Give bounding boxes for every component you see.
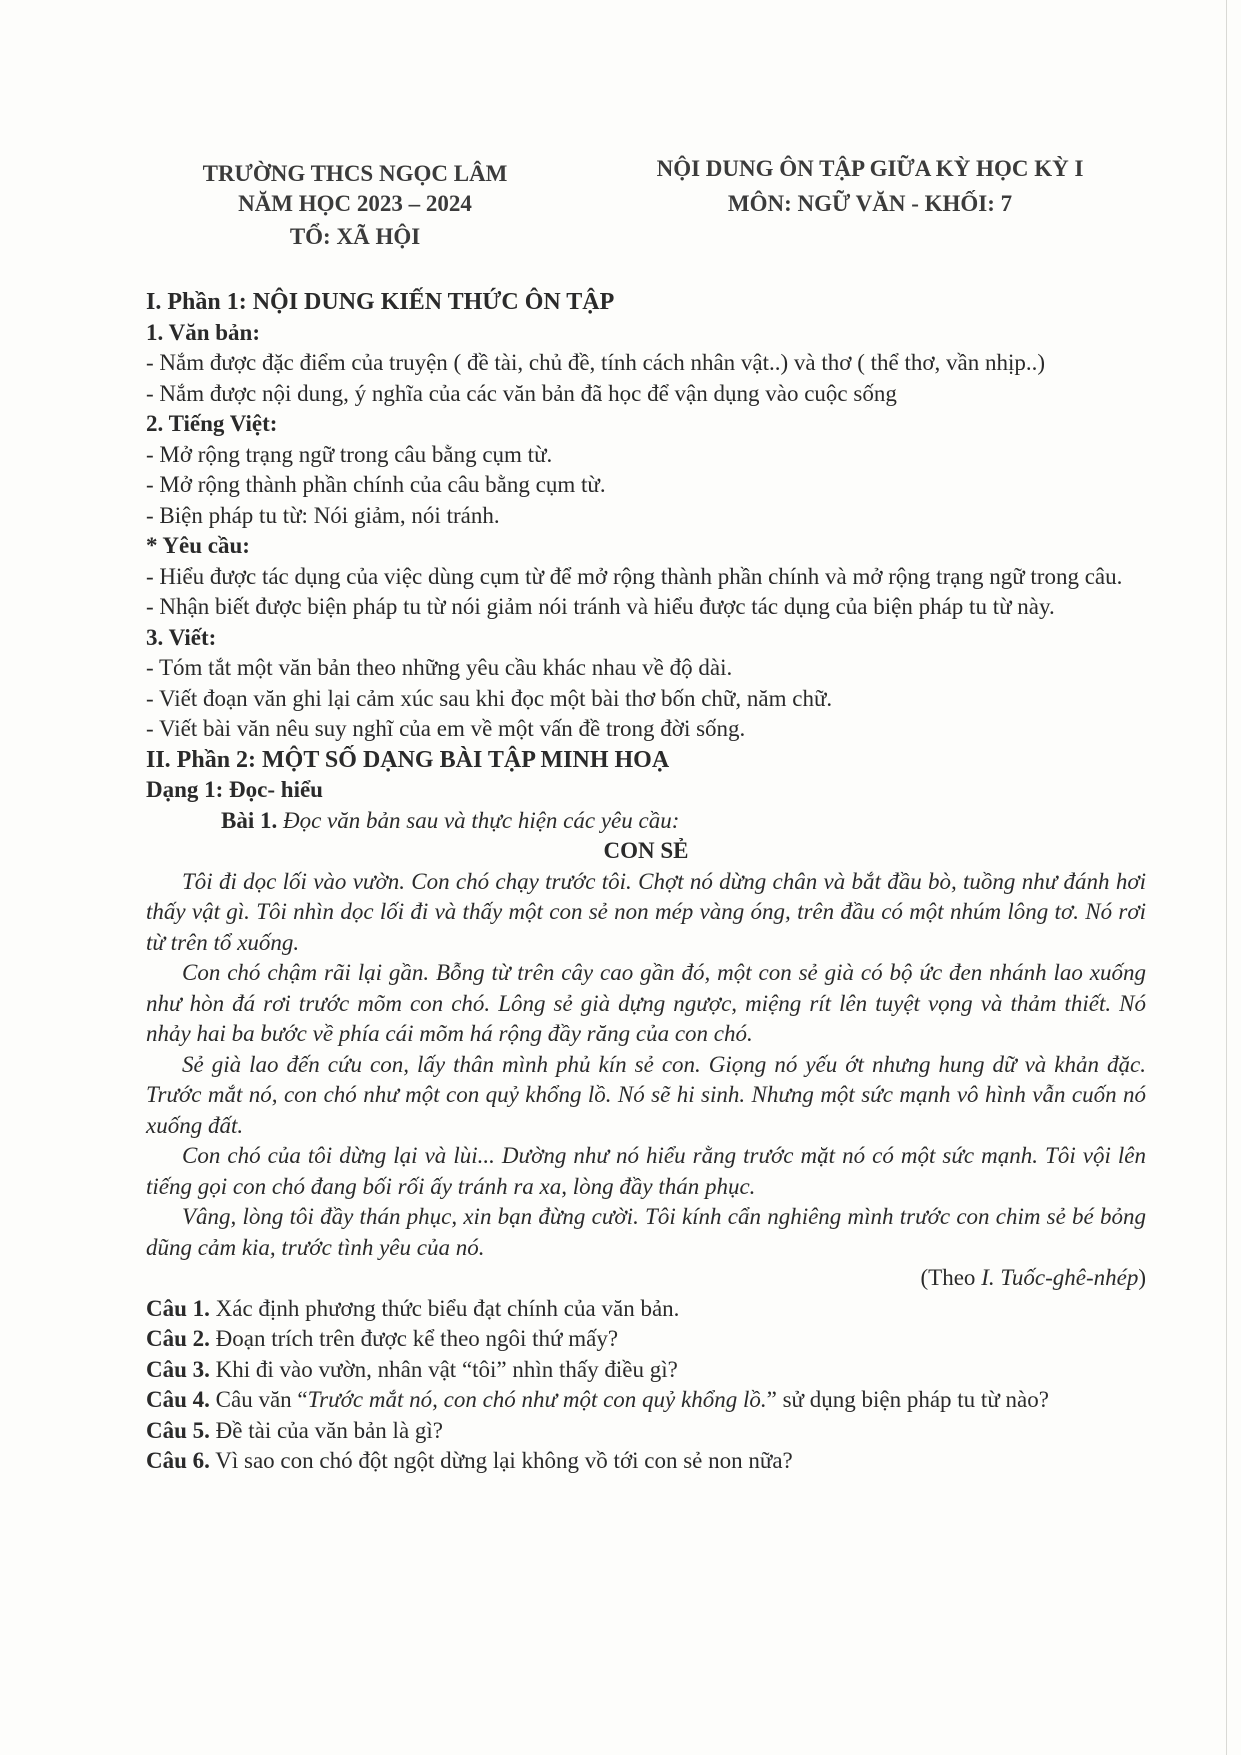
source-suffix: ) — [1138, 1265, 1146, 1290]
question — [146, 1385, 1146, 1416]
section-1-heading: 1. Văn bản: — [146, 319, 260, 345]
document-header — [145, 156, 1145, 270]
question — [146, 1446, 1146, 1477]
story-title: CON SẺ — [603, 838, 689, 863]
question-text: Khi đi vào vườn, nhân vật “tôi” nhìn thấy điều gì? — [209, 1356, 678, 1382]
question — [146, 1294, 1146, 1325]
list-item: - Tóm tắt một văn bản theo những yêu cầu khác nhau về độ dài. — [146, 655, 733, 680]
story-paragraph: Vâng, lòng tôi đầy thán phục, xin bạn đừng cười. Tôi kính cẩn nghiêng mình trước con chim sẻ bé bỏng dũng cảm kia, trước tình yêu của nó. — [146, 1204, 1146, 1260]
question-text: Xác định phương thức biểu đạt chính của văn bản. — [209, 1295, 680, 1321]
exercise-type-heading: Dạng 1: Đọc- hiểu — [146, 777, 323, 802]
question-label: Câu 1. — [146, 1295, 210, 1321]
subject-line: MÔN: NGỮ VĂN - KHỐI: 7 — [727, 191, 1013, 216]
question-label: Câu 5. — [146, 1417, 210, 1443]
part1-heading: I. Phần 1: NỘI DUNG KIẾN THỨC ÔN TẬP — [146, 289, 615, 315]
document-title: NỘI DUNG ÔN TẬP GIỮA KỲ HỌC KỲ I — [656, 156, 1084, 181]
question-text: ” sử dụng biện pháp tu từ nào? — [766, 1387, 1049, 1412]
question-quote: Trước mắt nó, con chó như một con quỷ khổng lồ. — [307, 1387, 767, 1412]
section-3-heading: 3. Viết: — [146, 624, 217, 650]
question-label: Câu 3. — [146, 1356, 210, 1382]
question — [146, 1416, 1146, 1447]
section-2-heading: 2. Tiếng Việt: — [146, 411, 278, 436]
list-item: - Hiểu được tác dụng của việc dùng cụm từ để mở rộng thành phần chính và mở rộng trạng ngữ trong câu. — [146, 563, 1123, 589]
source-prefix: (Theo — [920, 1265, 982, 1290]
story-paragraph: Sẻ già lao đến cứu con, lấy thân mình phủ kín sẻ con. Giọng nó yếu ớt nhưng hung dữ và khản đặc. Trước mắt nó, con chó như một con quỷ khổng lồ. Nó sẽ hi sinh. Nhưng một sức mạnh vô hình vẫn cuốn nó xuống đất. — [146, 1051, 1146, 1138]
story-paragraph: Con chó của tôi dừng lại và lùi... Dường như nó hiểu rằng trước mặt nó có một sức mạnh. Tôi vội lên tiếng gọi con chó đang bối rối ấy tránh ra xa, lòng đầy thán phục. — [146, 1143, 1146, 1199]
list-item: - Biện pháp tu từ: Nói giảm, nói tránh. — [146, 502, 500, 528]
list-item: - Nắm được đặc điểm của truyện ( đề tài, chủ đề, tính cách nhân vật..) và thơ ( thể thơ, vần nhịp..) — [146, 350, 1046, 375]
list-item: - Nhận biết được biện pháp tu từ nói giảm nói tránh và hiểu được tác dụng của biện pháp tu từ này. — [146, 594, 1055, 619]
exercise-line — [146, 806, 1146, 837]
story-paragraph: Tôi đi dọc lối vào vườn. Con chó chạy trước tôi. Chợt nó dừng chân và bắt đầu bò, tuồng như đánh hơi thấy vật gì. Tôi nhìn dọc lối đi và thấy một con sẻ non mép vàng óng, trên đầu có một nhúm lông tơ. Nó rơi từ trên tổ xuống. — [146, 868, 1146, 955]
list-item: - Viết bài văn nêu suy nghĩ của em về một vấn đề trong đời sống. — [146, 716, 746, 741]
list-item: - Mở rộng thành phần chính của câu bằng cụm từ. — [146, 472, 606, 497]
question-label: Câu 4. — [146, 1387, 210, 1412]
page-edge — [1226, 0, 1227, 1755]
question-text: Đề tài của văn bản là gì? — [209, 1417, 443, 1443]
exercise-instruction: Đọc văn bản sau và thực hiện các yêu cầu: — [282, 807, 680, 833]
story-source — [146, 1263, 1146, 1294]
question-label: Câu 2. — [146, 1326, 210, 1351]
exercise-label: Bài 1. — [221, 807, 278, 833]
part2-heading: II. Phần 2: MỘT SỐ DẠNG BÀI TẬP MINH HOẠ — [146, 746, 670, 773]
question — [146, 1324, 1146, 1355]
question — [146, 1355, 1146, 1386]
question-text: Câu văn “ — [209, 1387, 308, 1412]
list-item: - Nắm được nội dung, ý nghĩa của các văn bản đã học để vận dụng vào cuộc sống — [146, 380, 897, 406]
list-item: - Viết đoạn văn ghi lại cảm xúc sau khi đọc một bài thơ bốn chữ, năm chữ. — [146, 685, 833, 711]
school-name: TRƯỜNG THCS NGỌC LÂM — [202, 161, 508, 186]
story-paragraph: Con chó chậm rãi lại gần. Bỗng từ trên cây cao gần đó, một con sẻ già có bộ ức đen nhánh lao xuống như hòn đá rơi trước mõm con chó. Lông sẻ già dựng ngược, miệng rít lên tuyệt vọng và thảm thiết. Nó nhảy hai ba bước về phía cái mõm há rộng đầy răng của con chó. — [146, 960, 1146, 1046]
document-body — [146, 287, 1146, 1477]
question-label: Câu 6. — [146, 1448, 210, 1473]
list-item: - Mở rộng trạng ngữ trong câu bằng cụm từ. — [146, 441, 553, 467]
source-author: I. Tuốc-ghê-nhép — [981, 1265, 1139, 1290]
department: TỔ: XÃ HỘI — [289, 224, 421, 249]
school-year: NĂM HỌC 2023 – 2024 — [238, 191, 472, 216]
question-text: Đoạn trích trên được kể theo ngôi thứ mấy? — [209, 1326, 619, 1351]
requirements-heading: * Yêu cầu: — [146, 533, 250, 558]
question-text: Vì sao con chó đột ngột dừng lại không vồ tới con sẻ non nữa? — [209, 1448, 793, 1473]
